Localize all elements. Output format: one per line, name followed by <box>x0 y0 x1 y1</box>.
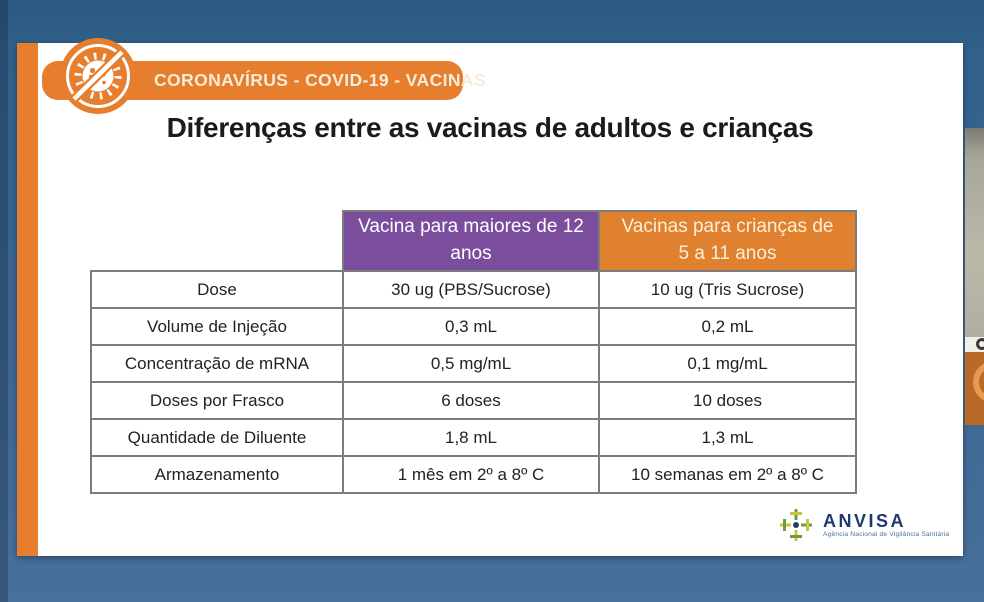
vaccine-comparison-table <box>90 210 857 494</box>
row-label: Volume de Injeção <box>91 308 343 345</box>
anvisa-logo <box>776 505 949 545</box>
no-virus-icon <box>59 37 137 115</box>
child-value: 10 doses <box>599 382 856 419</box>
row-label: Armazenamento <box>91 456 343 493</box>
adult-value: 0,5 mg/mL <box>343 345 599 382</box>
row-label: Doses por Frasco <box>91 382 343 419</box>
row-label: Dose <box>91 271 343 308</box>
row-label: Quantidade de Diluente <box>91 419 343 456</box>
adult-value: 30 ug (PBS/Sucrose) <box>343 271 599 308</box>
adult-value: 1 mês em 2º a 8º C <box>343 456 599 493</box>
anvisa-name: ANVISA <box>823 511 907 532</box>
edge-partial-glyph <box>976 338 984 350</box>
table-row <box>91 271 856 308</box>
frame-left-shade <box>0 0 8 602</box>
edge-panel-white <box>965 337 984 352</box>
table-row <box>91 382 856 419</box>
table-row <box>91 456 856 493</box>
child-value: 1,3 mL <box>599 419 856 456</box>
column-header-children: Vacinas para crianças de 5 a 11 anos <box>599 211 856 271</box>
table-blank-cell <box>91 211 343 271</box>
anvisa-text <box>823 512 949 538</box>
edge-partial-ring <box>973 361 984 403</box>
table-row <box>91 345 856 382</box>
adult-value: 0,3 mL <box>343 308 599 345</box>
topic-badge-label: CORONAVÍRUS - COVID-19 - VACINAS <box>154 70 487 90</box>
slide <box>17 43 963 556</box>
table-row <box>91 419 856 456</box>
child-value: 10 ug (Tris Sucrose) <box>599 271 856 308</box>
adult-value: 6 doses <box>343 382 599 419</box>
table-header-row <box>91 211 856 271</box>
row-label: Concentração de mRNA <box>91 345 343 382</box>
edge-panel-orange <box>965 352 984 425</box>
child-value: 10 semanas em 2º a 8º C <box>599 456 856 493</box>
edge-panel-tan <box>965 128 984 337</box>
page-title: Diferenças entre as vacinas de adultos e crianças <box>166 112 814 143</box>
table-row <box>91 308 856 345</box>
child-value: 0,1 mg/mL <box>599 345 856 382</box>
adult-value: 1,8 mL <box>343 419 599 456</box>
child-value: 0,2 mL <box>599 308 856 345</box>
column-header-adults: Vacina para maiores de 12 anos <box>343 211 599 271</box>
anvisa-cross-icon <box>776 505 816 545</box>
anvisa-subtitle: Agência Nacional de Vigilância Sanitária <box>823 530 950 538</box>
